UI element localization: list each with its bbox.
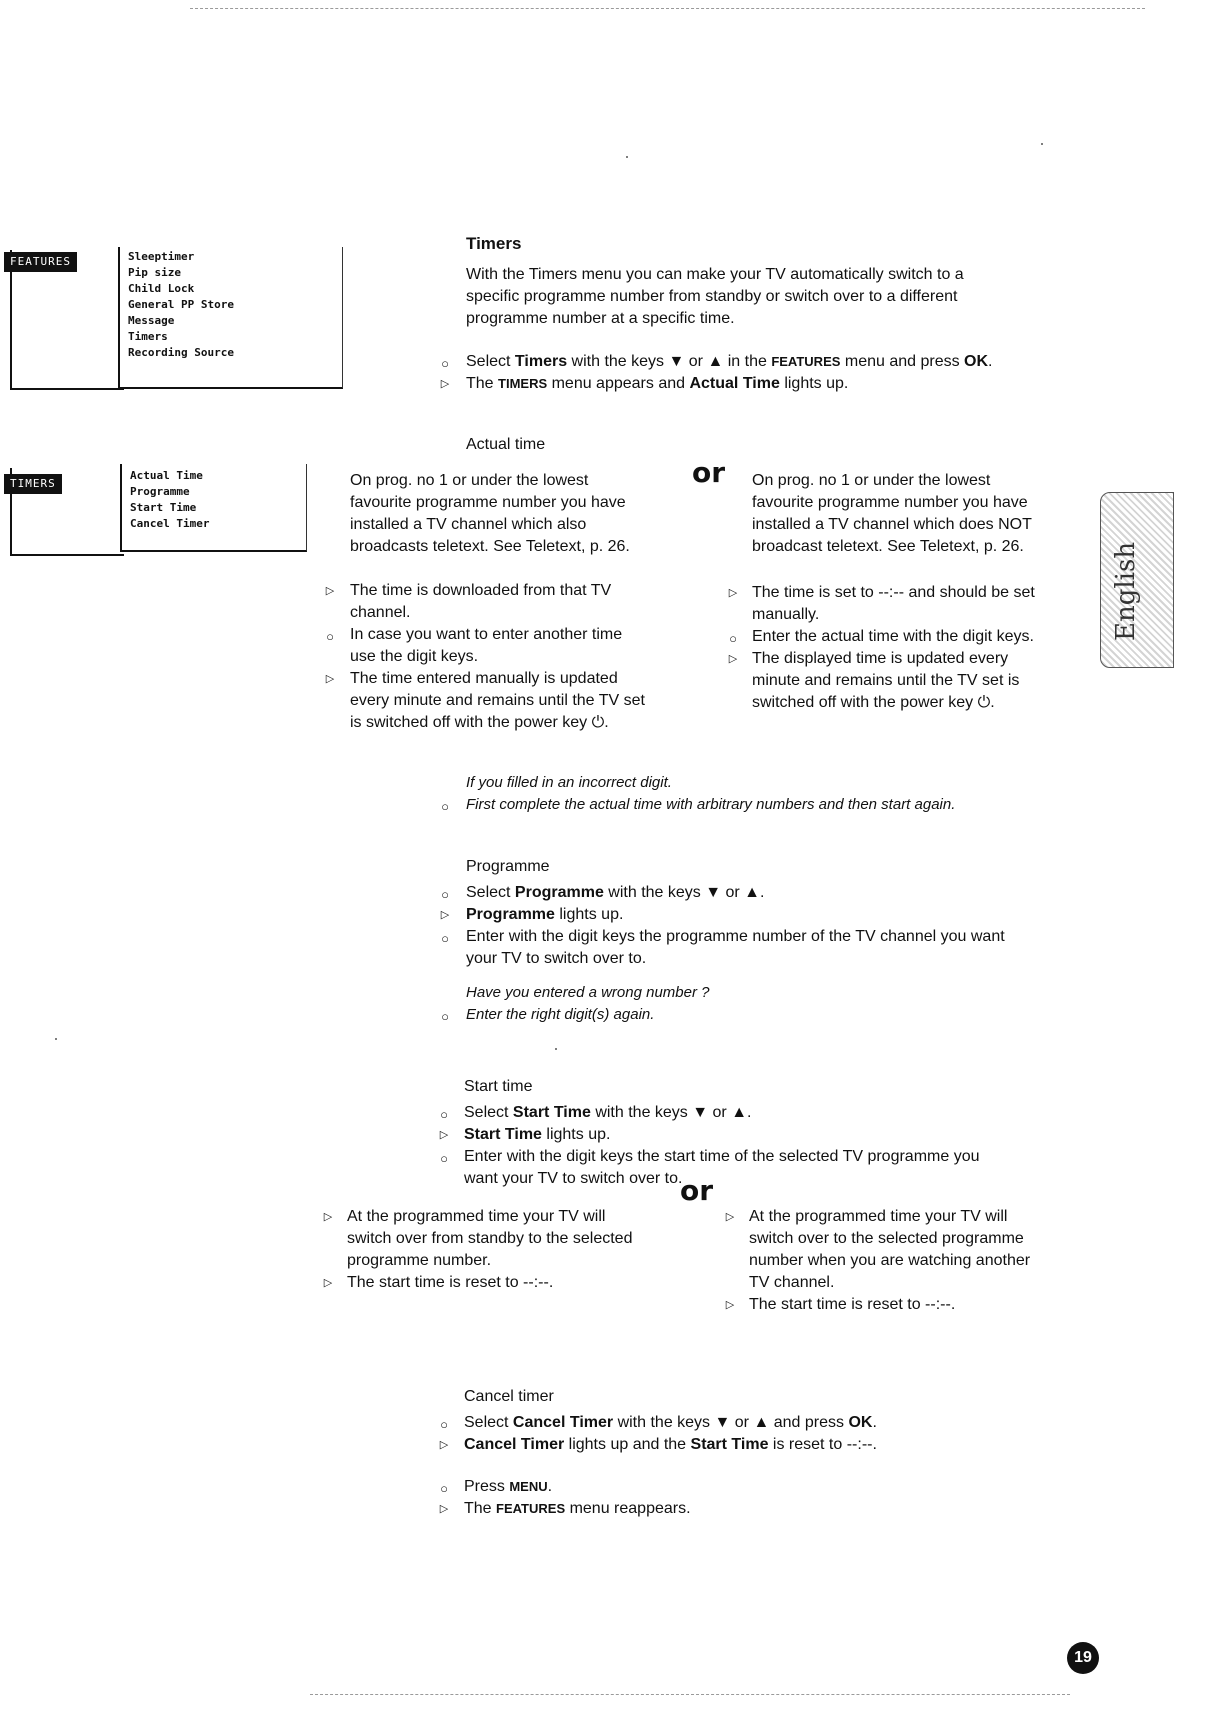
menu-item[interactable]: Child Lock — [128, 282, 195, 295]
actual-right-intro: broadcast teletext. See Teletext, p. 26. — [752, 538, 1024, 555]
features-menu-list — [118, 247, 343, 389]
scan-speck — [626, 156, 628, 158]
menu-item[interactable]: Actual Time — [130, 469, 203, 482]
result-triangle-icon: ▷ — [439, 1129, 449, 1141]
step-circle-icon: ○ — [440, 1107, 448, 1122]
timers-title: Timers — [466, 234, 522, 253]
top-scan-rule — [190, 8, 1145, 9]
programme-step-enter: your TV to switch over to. — [466, 950, 647, 967]
menu-item[interactable]: Timers — [128, 330, 168, 343]
actual-left-item: is switched off with the power key ⏻. — [350, 714, 609, 731]
step-circle-icon: ○ — [441, 799, 449, 814]
result-triangle-icon: ▷ — [323, 1211, 333, 1223]
step-circle-icon: ○ — [440, 1481, 448, 1496]
menu-item[interactable]: Pip size — [128, 266, 181, 279]
result-triangle-icon: ▷ — [440, 378, 450, 390]
result-triangle-icon: ▷ — [728, 653, 738, 665]
start-left-item: switch over from standby to the selected — [347, 1230, 633, 1247]
actual-left-item: every minute and remains until the TV set — [350, 692, 645, 709]
step-circle-icon: ○ — [441, 1009, 449, 1024]
timers-intro-line: specific programme number from standby or switch over to a different — [466, 288, 958, 305]
menu-item[interactable]: Recording Source — [128, 346, 234, 359]
timers-intro-line: programme number at a specific time. — [466, 310, 735, 327]
menu-item[interactable]: General PP Store — [128, 298, 234, 311]
cancel-step-menu: Press MENU. — [464, 1478, 553, 1495]
timers-menu-tab: TIMERS — [4, 474, 62, 494]
timers-step-result: The TIMERS menu appears and Actual Time lights up. — [466, 375, 849, 392]
programme-note-answer: Enter the right digit(s) again. — [466, 1006, 655, 1023]
menu-item[interactable]: Start Time — [130, 501, 197, 514]
actual-note-answer: First complete the actual time with arbitrary numbers and then start again. — [466, 796, 956, 813]
step-circle-icon: ○ — [441, 887, 449, 902]
menu-item[interactable]: Sleeptimer — [128, 250, 195, 263]
start-left-item: programme number. — [347, 1252, 492, 1269]
start-step-select: Select Start Time with the keys ▼ or ▲. — [464, 1104, 752, 1121]
result-triangle-icon: ▷ — [439, 1503, 449, 1515]
menu-item[interactable]: Message — [128, 314, 175, 327]
actual-right-item: The time is set to --:-- and should be set — [752, 584, 1035, 601]
or-separator: or — [680, 1174, 714, 1207]
step-circle-icon: ○ — [440, 1417, 448, 1432]
step-circle-icon: ○ — [441, 931, 449, 946]
page-number: 19 — [1067, 1642, 1099, 1674]
bottom-scan-rule — [310, 1694, 1070, 1695]
result-triangle-icon: ▷ — [323, 1277, 333, 1289]
result-triangle-icon: ▷ — [725, 1299, 735, 1311]
cancel-step-select: Select Cancel Timer with the keys ▼ or ▲ and press OK. — [464, 1414, 877, 1431]
step-circle-icon: ○ — [440, 1151, 448, 1166]
start-right-item: TV channel. — [749, 1274, 835, 1291]
programme-step-select: Select Programme with the keys ▼ or ▲. — [466, 884, 765, 901]
programme-step-result: Programme lights up. — [466, 906, 624, 923]
step-circle-icon: ○ — [441, 356, 449, 371]
step-circle-icon: ○ — [326, 629, 334, 644]
start-right-item: number when you are watching another — [749, 1252, 1031, 1269]
actual-note-question: If you filled in an incorrect digit. — [466, 774, 672, 791]
start-left-item: At the programmed time your TV will — [347, 1208, 606, 1225]
actual-right-item: switched off with the power key ⏻. — [752, 694, 995, 711]
actual-left-intro: broadcasts teletext. See Teletext, p. 26. — [350, 538, 630, 555]
or-separator: or — [692, 456, 726, 489]
start-left-item: The start time is reset to --:--. — [347, 1274, 554, 1291]
language-tab — [1100, 492, 1174, 668]
scan-speck — [1041, 143, 1043, 145]
language-label: English — [1111, 541, 1141, 641]
actual-left-intro: installed a TV channel which also — [350, 516, 587, 533]
programme-heading: Programme — [466, 858, 550, 875]
actual-right-intro: favourite programme number you have — [752, 494, 1028, 511]
actual-left-item: The time entered manually is updated — [350, 670, 618, 687]
actual-time-heading: Actual time — [466, 436, 546, 453]
cancel-step-reappear: The FEATURES menu reappears. — [464, 1500, 691, 1517]
programme-step-enter: Enter with the digit keys the programme number of the TV channel you want — [466, 928, 1005, 945]
actual-left-intro: On prog. no 1 or under the lowest — [350, 472, 589, 489]
start-step-enter: Enter with the digit keys the start time of the selected TV programme you — [464, 1148, 980, 1165]
actual-left-item: use the digit keys. — [350, 648, 479, 665]
start-right-item: At the programmed time your TV will — [749, 1208, 1008, 1225]
start-step-result: Start Time lights up. — [464, 1126, 611, 1143]
actual-right-item: Enter the actual time with the digit keys. — [752, 628, 1034, 645]
actual-right-item: manually. — [752, 606, 820, 623]
result-triangle-icon: ▷ — [440, 909, 450, 921]
scan-speck — [55, 1038, 57, 1040]
result-triangle-icon: ▷ — [325, 673, 335, 685]
start-right-item: switch over to the selected programme — [749, 1230, 1024, 1247]
actual-left-item: The time is downloaded from that TV — [350, 582, 612, 599]
menu-item[interactable]: Cancel Timer — [130, 517, 210, 530]
actual-left-intro: favourite programme number you have — [350, 494, 626, 511]
actual-right-item: The displayed time is updated every — [752, 650, 1009, 667]
result-triangle-icon: ▷ — [439, 1439, 449, 1451]
programme-note-question: Have you entered a wrong number ? — [466, 984, 710, 1001]
start-step-enter: want your TV to switch over to. — [464, 1170, 683, 1187]
timers-menu-list — [120, 464, 307, 552]
step-circle-icon: ○ — [729, 631, 737, 646]
actual-right-intro: On prog. no 1 or under the lowest — [752, 472, 991, 489]
menu-item[interactable]: Programme — [130, 485, 190, 498]
scan-speck — [555, 1048, 557, 1050]
actual-right-item: minute and remains until the TV set is — [752, 672, 1020, 689]
result-triangle-icon: ▷ — [728, 587, 738, 599]
result-triangle-icon: ▷ — [325, 585, 335, 597]
actual-left-item: channel. — [350, 604, 411, 621]
start-right-item: The start time is reset to --:--. — [749, 1296, 956, 1313]
features-menu-tab: FEATURES — [4, 252, 77, 272]
cancel-step-result: Cancel Timer lights up and the Start Time is reset to --:--. — [464, 1436, 877, 1453]
start-time-heading: Start time — [464, 1078, 533, 1095]
actual-right-intro: installed a TV channel which does NOT — [752, 516, 1032, 533]
timers-intro-line: With the Timers menu you can make your TV automatically switch to a — [466, 266, 964, 283]
actual-left-item: In case you want to enter another time — [350, 626, 623, 643]
result-triangle-icon: ▷ — [725, 1211, 735, 1223]
cancel-timer-heading: Cancel timer — [464, 1388, 554, 1405]
timers-step-select: Select Timers with the keys ▼ or ▲ in the FEATURES menu and press OK. — [466, 353, 993, 370]
